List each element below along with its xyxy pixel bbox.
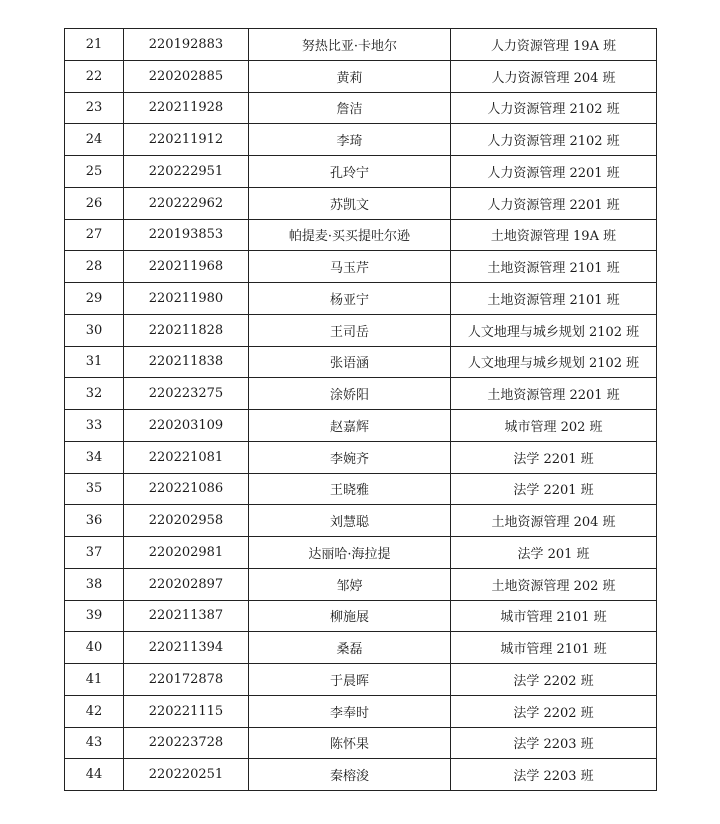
table-row — [65, 505, 657, 537]
class-name-cell: 土地资源管理 2201 班 — [451, 378, 657, 410]
class-name-cell: 法学 2201 班 — [451, 473, 657, 505]
student-id-cell: 220221081 — [124, 441, 249, 473]
row-number-cell: 38 — [65, 568, 124, 600]
table-row — [65, 473, 657, 505]
table-row — [65, 727, 657, 759]
student-name-cell: 柳施展 — [249, 600, 451, 632]
row-number-cell: 32 — [65, 378, 124, 410]
class-name-cell: 土地资源管理 204 班 — [451, 505, 657, 537]
student-id-cell: 220222951 — [124, 156, 249, 188]
student-name-cell: 杨亚宁 — [249, 283, 451, 315]
student-name-cell: 赵嘉辉 — [249, 410, 451, 442]
class-name-cell: 城市管理 2101 班 — [451, 632, 657, 664]
row-number-cell: 21 — [65, 29, 124, 61]
student-id-cell: 220211394 — [124, 632, 249, 664]
row-number-cell: 36 — [65, 505, 124, 537]
student-name-cell: 黄莉 — [249, 60, 451, 92]
class-name-cell: 法学 2201 班 — [451, 441, 657, 473]
table-row — [65, 124, 657, 156]
table-row — [65, 632, 657, 664]
class-name-cell: 法学 2202 班 — [451, 695, 657, 727]
student-name-cell: 孔玲宁 — [249, 156, 451, 188]
row-number-cell: 33 — [65, 410, 124, 442]
class-name-cell: 城市管理 2101 班 — [451, 600, 657, 632]
class-name-cell: 人力资源管理 2102 班 — [451, 124, 657, 156]
student-id-cell: 220202897 — [124, 568, 249, 600]
class-name-cell: 人力资源管理 2102 班 — [451, 92, 657, 124]
student-name-cell: 李琦 — [249, 124, 451, 156]
row-number-cell: 25 — [65, 156, 124, 188]
student-name-cell: 达丽哈·海拉提 — [249, 537, 451, 569]
row-number-cell: 35 — [65, 473, 124, 505]
table-row — [65, 29, 657, 61]
student-name-cell: 王司岳 — [249, 314, 451, 346]
student-id-cell: 220211828 — [124, 314, 249, 346]
row-number-cell: 40 — [65, 632, 124, 664]
student-name-cell: 帕提麦·买买提吐尔逊 — [249, 219, 451, 251]
table-row — [65, 251, 657, 283]
row-number-cell: 22 — [65, 60, 124, 92]
class-name-cell: 城市管理 202 班 — [451, 410, 657, 442]
table-row — [65, 378, 657, 410]
student-id-cell: 220223275 — [124, 378, 249, 410]
row-number-cell: 34 — [65, 441, 124, 473]
class-name-cell: 人力资源管理 2201 班 — [451, 187, 657, 219]
class-name-cell: 土地资源管理 202 班 — [451, 568, 657, 600]
row-number-cell: 29 — [65, 283, 124, 315]
table-row — [65, 695, 657, 727]
roster-body — [65, 29, 657, 791]
table-row — [65, 568, 657, 600]
class-name-cell: 土地资源管理 2101 班 — [451, 283, 657, 315]
class-name-cell: 法学 2203 班 — [451, 727, 657, 759]
student-name-cell: 马玉芹 — [249, 251, 451, 283]
row-number-cell: 26 — [65, 187, 124, 219]
student-id-cell: 220211980 — [124, 283, 249, 315]
roster-table — [64, 28, 657, 791]
student-id-cell: 220223728 — [124, 727, 249, 759]
row-number-cell: 43 — [65, 727, 124, 759]
table-row — [65, 600, 657, 632]
student-name-cell: 刘慧聪 — [249, 505, 451, 537]
class-name-cell: 法学 2202 班 — [451, 664, 657, 696]
table-row — [65, 60, 657, 92]
class-name-cell: 人力资源管理 204 班 — [451, 60, 657, 92]
student-id-cell: 220203109 — [124, 410, 249, 442]
student-name-cell: 于晨晖 — [249, 664, 451, 696]
student-name-cell: 努热比亚·卡地尔 — [249, 29, 451, 61]
student-name-cell: 李婉齐 — [249, 441, 451, 473]
class-name-cell: 人力资源管理 19A 班 — [451, 29, 657, 61]
student-id-cell: 220220251 — [124, 759, 249, 791]
student-id-cell: 220192883 — [124, 29, 249, 61]
student-id-cell: 220221115 — [124, 695, 249, 727]
table-row — [65, 759, 657, 791]
row-number-cell: 37 — [65, 537, 124, 569]
row-number-cell: 23 — [65, 92, 124, 124]
student-name-cell: 桑磊 — [249, 632, 451, 664]
table-row — [65, 314, 657, 346]
table-row — [65, 346, 657, 378]
student-id-cell: 220211387 — [124, 600, 249, 632]
student-id-cell: 220202885 — [124, 60, 249, 92]
class-name-cell: 土地资源管理 19A 班 — [451, 219, 657, 251]
student-name-cell: 苏凯文 — [249, 187, 451, 219]
table-row — [65, 664, 657, 696]
table-row — [65, 187, 657, 219]
student-name-cell: 张语涵 — [249, 346, 451, 378]
row-number-cell: 42 — [65, 695, 124, 727]
row-number-cell: 27 — [65, 219, 124, 251]
student-id-cell: 220221086 — [124, 473, 249, 505]
row-number-cell: 41 — [65, 664, 124, 696]
student-name-cell: 秦榕浚 — [249, 759, 451, 791]
student-id-cell: 220211928 — [124, 92, 249, 124]
table-row — [65, 410, 657, 442]
student-name-cell: 陈怀果 — [249, 727, 451, 759]
row-number-cell: 30 — [65, 314, 124, 346]
table-row — [65, 537, 657, 569]
class-name-cell: 法学 2203 班 — [451, 759, 657, 791]
table-row — [65, 283, 657, 315]
student-name-cell: 詹洁 — [249, 92, 451, 124]
table-row — [65, 219, 657, 251]
row-number-cell: 39 — [65, 600, 124, 632]
student-name-cell: 涂娇阳 — [249, 378, 451, 410]
class-name-cell: 法学 201 班 — [451, 537, 657, 569]
class-name-cell: 土地资源管理 2101 班 — [451, 251, 657, 283]
student-id-cell: 220211838 — [124, 346, 249, 378]
student-name-cell: 李奉时 — [249, 695, 451, 727]
student-id-cell: 220202958 — [124, 505, 249, 537]
student-id-cell: 220211968 — [124, 251, 249, 283]
student-id-cell: 220193853 — [124, 219, 249, 251]
table-row — [65, 441, 657, 473]
row-number-cell: 44 — [65, 759, 124, 791]
student-id-cell: 220202981 — [124, 537, 249, 569]
class-name-cell: 人文地理与城乡规划 2102 班 — [451, 346, 657, 378]
student-id-cell: 220172878 — [124, 664, 249, 696]
table-row — [65, 156, 657, 188]
student-id-cell: 220222962 — [124, 187, 249, 219]
row-number-cell: 28 — [65, 251, 124, 283]
class-name-cell: 人文地理与城乡规划 2102 班 — [451, 314, 657, 346]
student-name-cell: 王晓雅 — [249, 473, 451, 505]
class-name-cell: 人力资源管理 2201 班 — [451, 156, 657, 188]
row-number-cell: 31 — [65, 346, 124, 378]
student-name-cell: 邹婷 — [249, 568, 451, 600]
table-row — [65, 92, 657, 124]
row-number-cell: 24 — [65, 124, 124, 156]
student-id-cell: 220211912 — [124, 124, 249, 156]
